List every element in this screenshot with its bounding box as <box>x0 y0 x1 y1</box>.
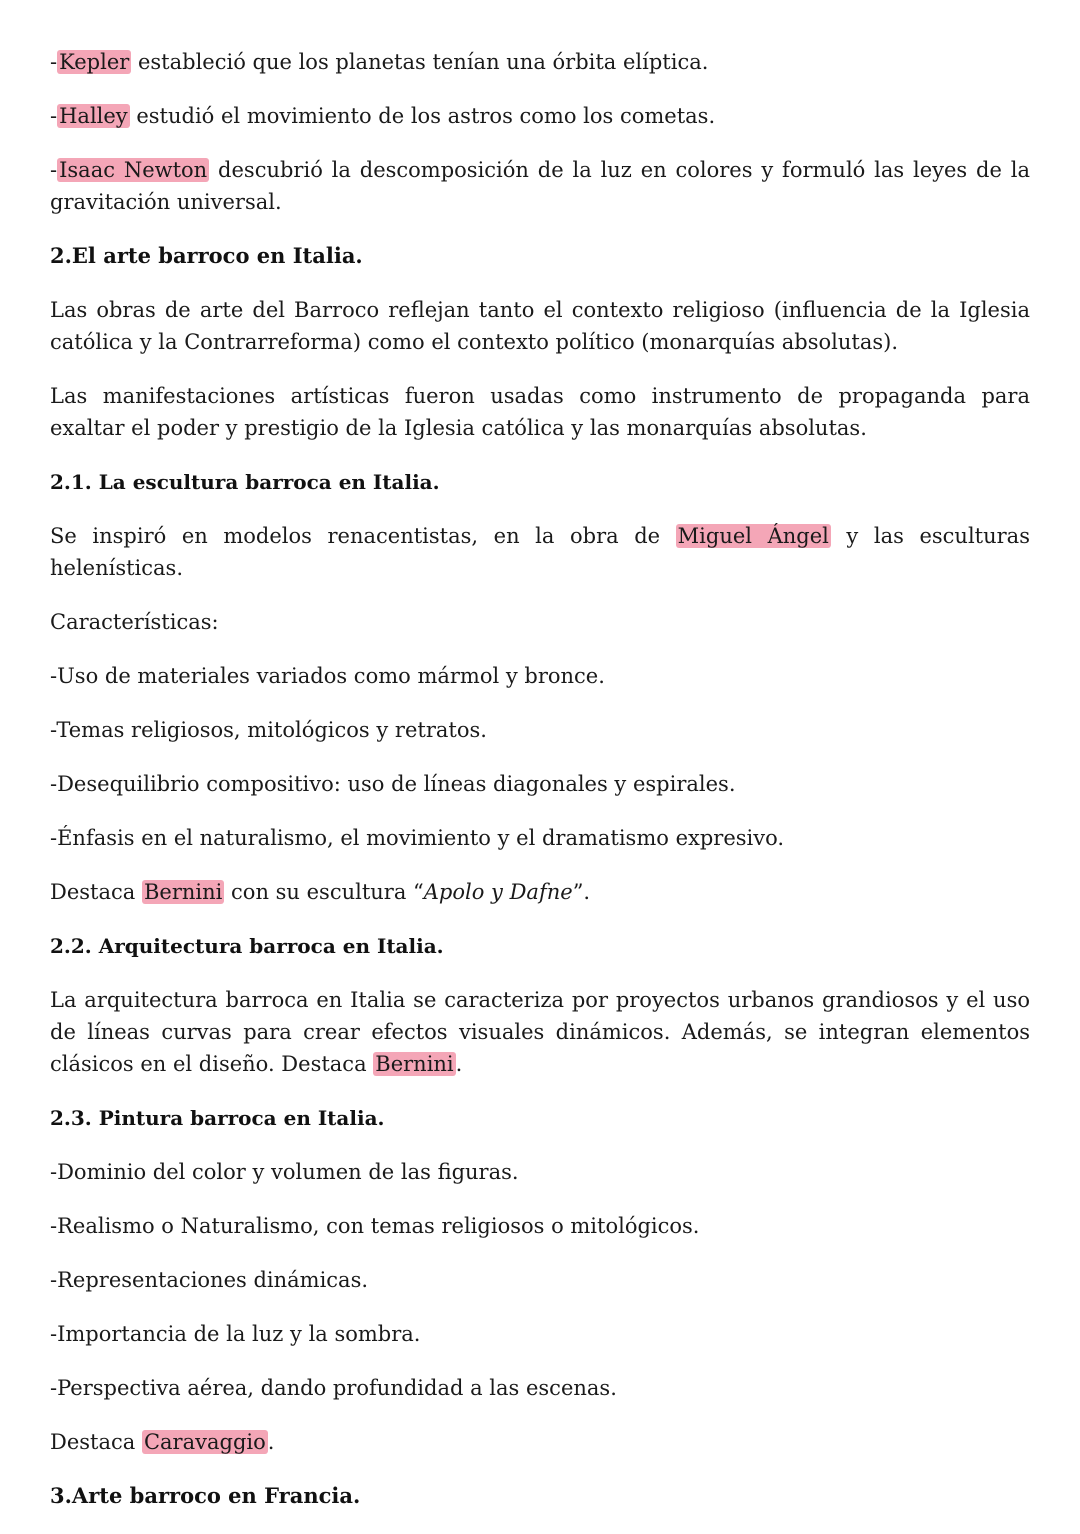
paragraph-inspiration: Se inspiró en modelos renacentistas, en la obra de Miguel Ángel y las esculturas helenísticas. <box>50 524 1030 580</box>
list-item: -Realismo o Naturalismo, con temas religiosos o mitológicos. <box>50 1214 700 1238</box>
intro-halley: -Halley estudió el movimiento de los astros como los cometas. <box>50 104 716 128</box>
list-item: -Representaciones dinámicas. <box>50 1268 369 1292</box>
list-item: -Perspectiva aérea, dando profundidad a las escenas. <box>50 1376 617 1400</box>
paragraph-destaca-bernini: Destaca Bernini con su escultura “Apolo y Dafne”. <box>50 880 591 904</box>
list-dash: - <box>50 50 58 74</box>
label-caracteristicas: Características: <box>50 610 219 634</box>
heading-section-3: 3.Arte barroco en Francia. <box>50 1483 361 1508</box>
work-title: Apolo y Dafne <box>423 880 573 904</box>
paragraph-architecture: La arquitectura barroca en Italia se caracteriza por proyectos urbanos grandiosos y el uso de líneas curvas para crear efectos visuales dinámicos. Además, se integran elementos clásicos en el diseño. Destaca Bernini. <box>50 988 1030 1076</box>
highlight-kepler: Kepler <box>59 50 130 74</box>
highlight-caravaggio: Caravaggio <box>143 1430 266 1454</box>
document-page <box>50 46 1030 1534</box>
highlight-newton: Isaac Newton <box>59 158 208 182</box>
list-item: -Temas religiosos, mitológicos y retratos. <box>50 718 487 742</box>
list-item: -Dominio del color y volumen de las figuras. <box>50 1160 519 1184</box>
highlight-miguel-angel: Miguel Ángel <box>677 524 829 548</box>
heading-section-2-2: 2.2. Arquitectura barroca en Italia. <box>50 934 444 958</box>
intro-newton: -Isaac Newton descubrió la descomposición de la luz en colores y formuló las leyes de la gravitación universal. <box>50 158 1030 214</box>
highlight-bernini: Bernini <box>375 1052 454 1076</box>
intro-kepler: -Kepler estableció que los planetas tenían una órbita elíptica. <box>50 50 709 74</box>
highlight-halley: Halley <box>59 104 128 128</box>
highlight-bernini: Bernini <box>143 880 223 904</box>
paragraph-context: Las obras de arte del Barroco reflejan tanto el contexto religioso (influencia de la Iglesia católica y la Contrarreforma) como el contexto político (monarquías absolutas). <box>50 298 1030 354</box>
list-item: -Desequilibrio compositivo: uso de líneas diagonales y espirales. <box>50 772 736 796</box>
list-item: -Énfasis en el naturalismo, el movimiento y el dramatismo expresivo. <box>50 826 785 850</box>
heading-section-2-1: 2.1. La escultura barroca en Italia. <box>50 470 440 494</box>
paragraph-propaganda: Las manifestaciones artísticas fueron usadas como instrumento de propaganda para exaltar el poder y prestigio de la Iglesia católica y las monarquías absolutas. <box>50 384 1030 440</box>
list-item: -Importancia de la luz y la sombra. <box>50 1322 421 1346</box>
paragraph-destaca-caravaggio: Destaca Caravaggio. <box>50 1430 275 1454</box>
list-item: -Uso de materiales variados como mármol y bronce. <box>50 664 605 688</box>
list-dash: - <box>50 104 58 128</box>
list-dash: - <box>50 158 58 182</box>
heading-section-2-3: 2.3. Pintura barroca en Italia. <box>50 1106 385 1130</box>
heading-section-2: 2.El arte barroco en Italia. <box>50 243 363 268</box>
